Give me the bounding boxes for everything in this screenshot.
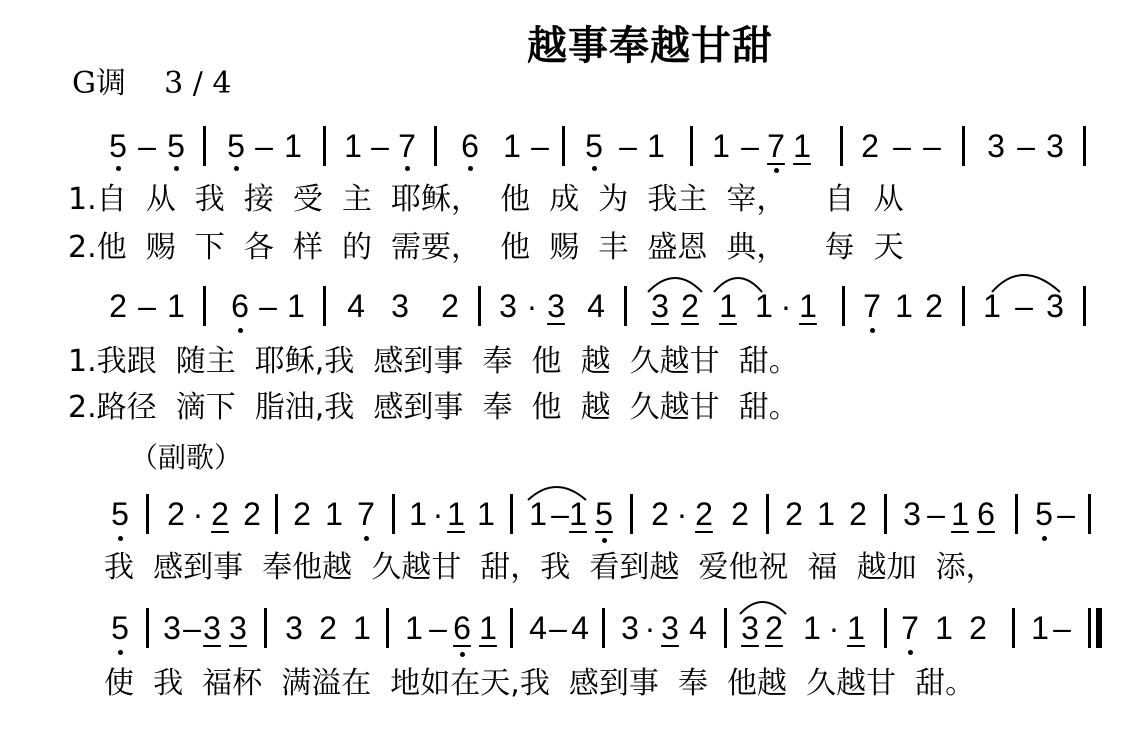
- barline: [478, 286, 481, 326]
- section-label: （副歌）: [130, 441, 243, 474]
- lyric-line: 我 感到事 奉他越 久越甘 甜，我 看到越 爱他祝 福 越加 添，: [104, 550, 996, 585]
- dash: –: [183, 610, 201, 646]
- octave-dot: [870, 328, 875, 333]
- note: 3: [661, 610, 679, 646]
- note: 1: [895, 288, 913, 324]
- barline: [434, 126, 437, 166]
- note: 2: [109, 288, 127, 324]
- octave-dot: [118, 536, 123, 541]
- note: 1: [167, 288, 185, 324]
- dash: –: [1015, 288, 1033, 324]
- barline: [724, 608, 727, 648]
- dash: –: [1053, 610, 1071, 646]
- note: 4: [571, 610, 589, 646]
- dash: –: [551, 496, 569, 532]
- octave-dot: [405, 166, 410, 171]
- barline: [323, 286, 326, 326]
- note: 2: [651, 496, 669, 532]
- note: 2: [211, 496, 229, 532]
- barline: [386, 608, 389, 648]
- note: 4: [529, 610, 547, 646]
- octave-dot: [908, 650, 913, 655]
- dash: –: [741, 128, 759, 164]
- note: 1: [983, 288, 1001, 324]
- dot: ·: [192, 496, 204, 532]
- barline: [562, 126, 565, 166]
- barline: [1083, 286, 1086, 326]
- dash: –: [927, 496, 945, 532]
- note: 1: [1031, 610, 1049, 646]
- barline: [323, 126, 326, 166]
- note: 4: [347, 288, 365, 324]
- note: 2: [293, 496, 311, 532]
- dot: ·: [526, 288, 538, 324]
- note: 3: [1046, 288, 1064, 324]
- final-barline-thick: [1096, 608, 1102, 648]
- barline: [602, 608, 605, 648]
- note: 1: [479, 610, 497, 646]
- barline: [1088, 494, 1091, 534]
- octave-dot: [364, 536, 369, 541]
- key-signature: G调 3 / 4: [72, 66, 232, 101]
- note: 5: [167, 128, 185, 164]
- note: 1: [799, 288, 817, 324]
- note: 4: [587, 288, 605, 324]
- note: 3: [163, 610, 181, 646]
- dash: –: [255, 128, 273, 164]
- note: 5: [595, 496, 613, 532]
- octave-dot: [460, 652, 465, 657]
- song-title: 越事奉越甘甜: [527, 23, 773, 69]
- octave-dot: [238, 328, 243, 333]
- note: 3: [229, 610, 247, 646]
- note: 6: [231, 288, 249, 324]
- dash: –: [1057, 496, 1075, 532]
- barline: [146, 608, 149, 648]
- barline: [766, 494, 769, 534]
- final-barline-thin: [1088, 608, 1091, 648]
- note: 5: [109, 128, 127, 164]
- dash: –: [893, 128, 911, 164]
- octave-dot: [602, 538, 607, 543]
- note: 1: [287, 288, 305, 324]
- note: 3: [391, 288, 409, 324]
- dash: –: [923, 128, 941, 164]
- barline: [690, 126, 693, 166]
- note: 5: [585, 128, 603, 164]
- note: 1: [409, 496, 427, 532]
- note: 3: [1046, 128, 1064, 164]
- note: 2: [731, 496, 749, 532]
- note: 2: [861, 128, 879, 164]
- dash: –: [549, 610, 567, 646]
- note: 2: [319, 610, 337, 646]
- lyric-line: 1.自 从 我 接 受 主 耶稣， 他 成 为 我主 宰， 自 从: [68, 182, 904, 217]
- note: 1: [647, 128, 665, 164]
- note: 6: [453, 610, 471, 646]
- note: 1: [284, 128, 302, 164]
- dot: ·: [676, 496, 688, 532]
- note: 1: [719, 288, 737, 324]
- note: 2: [167, 496, 185, 532]
- note: 1: [951, 496, 969, 532]
- barline: [1015, 494, 1018, 534]
- note: 7: [357, 496, 375, 532]
- octave-dot: [468, 166, 473, 171]
- barline: [1012, 608, 1015, 648]
- dot: ·: [644, 610, 656, 646]
- lyric-line: 2.他 赐 下 各 样 的 需要， 他 赐 丰 盛恩 典， 每 天: [68, 230, 904, 265]
- dash: –: [429, 610, 447, 646]
- note: 1: [325, 496, 343, 532]
- octave-dot: [234, 166, 239, 171]
- note: 2: [765, 610, 783, 646]
- dash: –: [531, 128, 549, 164]
- barline: [264, 608, 267, 648]
- dash: –: [371, 128, 389, 164]
- note: 2: [785, 496, 803, 532]
- note: 6: [461, 128, 479, 164]
- note: 2: [695, 496, 713, 532]
- barline: [884, 608, 887, 648]
- dash: –: [619, 128, 637, 164]
- dash: –: [138, 128, 156, 164]
- barline: [510, 494, 513, 534]
- barline: [146, 494, 149, 534]
- barline: [624, 286, 627, 326]
- barline: [203, 286, 206, 326]
- note: 3: [987, 128, 1005, 164]
- barline: [510, 608, 513, 648]
- note: 3: [203, 610, 221, 646]
- barline: [962, 286, 965, 326]
- note: 1: [712, 128, 730, 164]
- note: 3: [499, 288, 517, 324]
- dash: –: [138, 288, 156, 324]
- note: 2: [849, 496, 867, 532]
- note: 1: [353, 610, 371, 646]
- note: 1: [847, 610, 865, 646]
- dot: ·: [780, 288, 792, 324]
- lyric-line: 2.路径 滴下 脂油,我 感到事 奉 他 越 久越甘 甜。: [68, 390, 799, 425]
- octave-dot: [1042, 536, 1047, 541]
- note: 1: [477, 496, 495, 532]
- note: 3: [741, 610, 759, 646]
- note: 1: [503, 128, 521, 164]
- barline: [275, 494, 278, 534]
- barline: [630, 494, 633, 534]
- note: 1: [344, 128, 362, 164]
- lyric-line: 1.我跟 随主 耶稣,我 感到事 奉 他 越 久越甘 甜。: [68, 344, 799, 379]
- note: 5: [227, 128, 245, 164]
- note: 1: [569, 496, 587, 532]
- note: 1: [755, 288, 773, 324]
- note: 1: [793, 128, 811, 164]
- note: 5: [111, 496, 129, 532]
- note: 5: [1035, 496, 1053, 532]
- dot: ·: [432, 496, 444, 532]
- note: 7: [767, 128, 785, 164]
- note: 6: [977, 496, 995, 532]
- note: 2: [243, 496, 261, 532]
- note: 2: [925, 288, 943, 324]
- dot: ·: [828, 610, 840, 646]
- octave-dot: [118, 650, 123, 655]
- octave-dot: [174, 166, 179, 171]
- note: 1: [817, 496, 835, 532]
- note: 7: [863, 288, 881, 324]
- note: 1: [935, 610, 953, 646]
- note: 2: [969, 610, 987, 646]
- note: 3: [547, 288, 565, 324]
- note: 1: [529, 496, 547, 532]
- note: 3: [621, 610, 639, 646]
- note: 1: [405, 610, 423, 646]
- octave-dot: [592, 166, 597, 171]
- note: 2: [441, 288, 459, 324]
- note: 7: [398, 128, 416, 164]
- octave-dot: [774, 168, 779, 173]
- dash: –: [259, 288, 277, 324]
- dash: –: [1017, 128, 1035, 164]
- barline: [1083, 126, 1086, 166]
- barline: [840, 126, 843, 166]
- barline: [203, 126, 206, 166]
- note: 7: [901, 610, 919, 646]
- barline: [962, 126, 965, 166]
- note: 3: [651, 288, 669, 324]
- note: 1: [803, 610, 821, 646]
- barline: [884, 494, 887, 534]
- note: 2: [681, 288, 699, 324]
- note: 1: [447, 496, 465, 532]
- lyric-line: 使 我 福杯 满溢在 地如在天,我 感到事 奉 他越 久越甘 甜。: [104, 666, 976, 701]
- note: 3: [903, 496, 921, 532]
- barline: [392, 494, 395, 534]
- note: 4: [689, 610, 707, 646]
- note: 3: [285, 610, 303, 646]
- octave-dot: [116, 166, 121, 171]
- note: 5: [111, 610, 129, 646]
- barline: [842, 286, 845, 326]
